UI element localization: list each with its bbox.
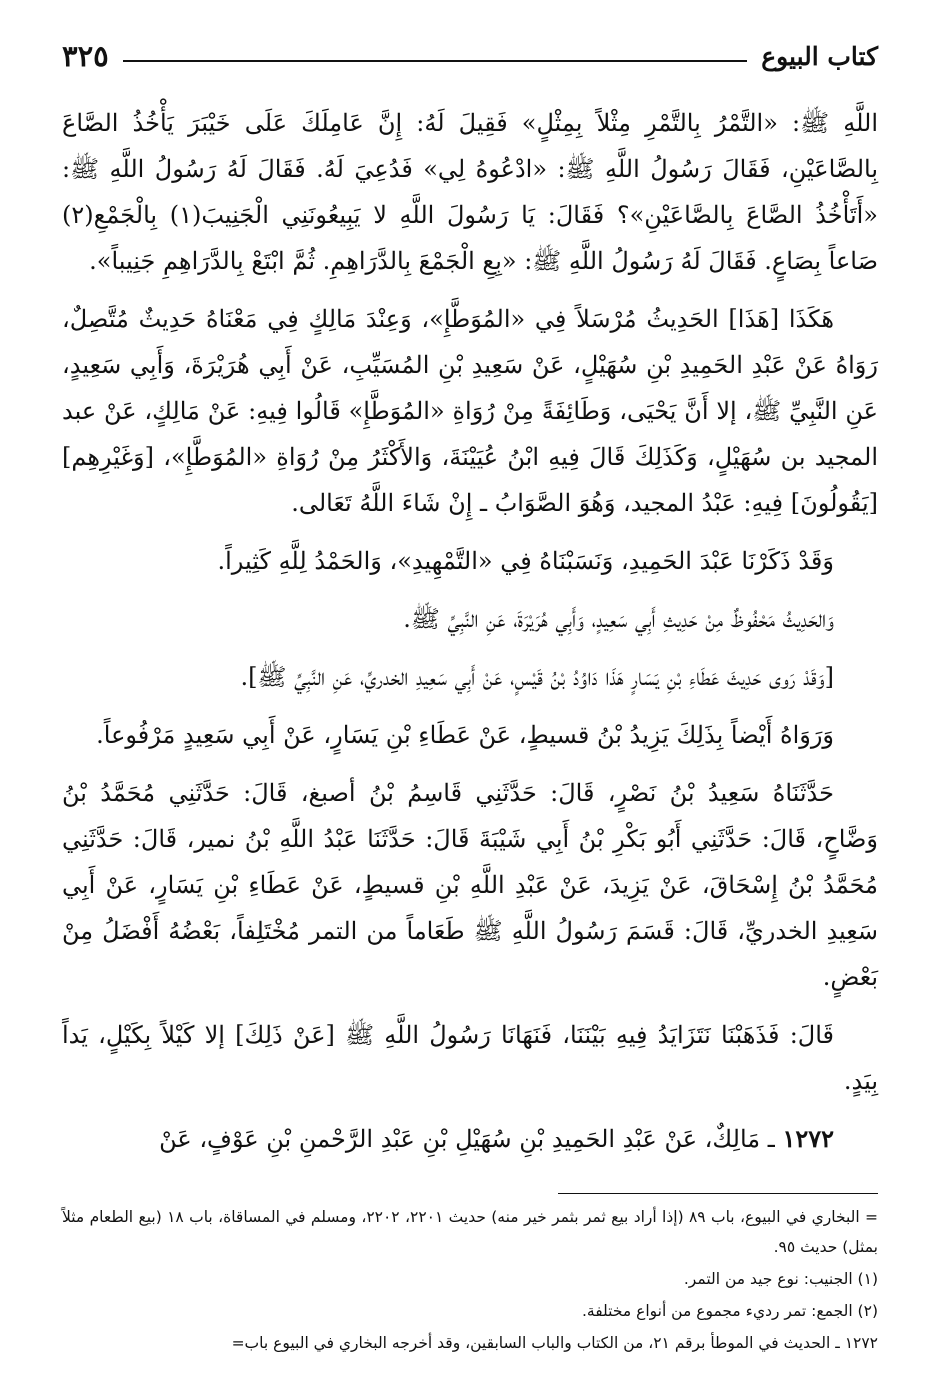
footnote: ١٢٧٢ ـ الحديث في الموطأ برقم ٢١، من الكتاب والباب السابقين، وقد أخرجه البخاري في البيوع باب= [231,1334,878,1352]
hadith-entry [62,1116,878,1162]
footnote: = البخاري في البيوع، باب ٨٩ (إذا أراد بيع ثمر بثمر خير منه) حديث ٢٢٠١، ٢٢٠٢، ومسلم في المساقاة، باب ١٨ (بيع الطعام مثلاً بمثل) حديث ٩٥. [62,1208,878,1256]
paragraph: وَرَوَاهُ أَيْضاً بِذَلِكَ يَزِيدُ بْنُ قسيطٍ، عَنْ عَطَاءِ بْنِ يَسَارٍ، عَنْ أَبِي سَعِيدٍ مَرْفُوعاً. [96,721,834,749]
hadith-number: ١٢٧٢ [782,1124,834,1153]
footnote: (٢) الجمع: تمر رديء مجموع من أنواع مختلفة. [581,1302,878,1320]
footnotes [62,1202,878,1360]
paragraph: حَدَّثَنَاهُ سَعِيدُ بْنُ نَصْرٍ، قَالَ: حَدَّثَنِي قَاسِمُ بْنُ أصبغ، قَالَ: حَدَّثَنِي مُحَمَّدُ بْنُ وَضَّاحٍ، قَالَ: حَدَّثَنِي أَبُو بَكْرِ بْنُ أَبِي شَيْبَةَ قَالَ: حَدَّثَنَا عَبْدُ اللَّهِ بْنُ نمير، قَالَ: حَدَّثَنِي مُحَمَّدُ بْنُ إِسْحَاقَ، عَنْ يَزِيدَ، عَنْ عَبْدِ اللَّهِ بْنِ قسيطٍ، عَنْ عَطَاءِ بْنِ يَسَارٍ، عَنْ أَبِي سَعِيدِ الخدريِّ، قَالَ: قَسَمَ رَسُولُ اللَّهِ ﷺ طَعَاماً من التمر مُخْتَلِفاً، بَعْضُهُ أَفْضَلُ مِنْ بَعْضٍ. [62,779,879,991]
paragraph: وَالحَدِيثُ مَحْفُوظٌ مِنْ حَدِيثِ أَبِي سَعِيدٍ، وَأَبِي هُرَيْرَةَ، عَنِ النَّبِيِّ ﷺ. [403,605,834,633]
page-number: ٣٢٥ [62,39,109,73]
main-text [62,100,878,1162]
paragraph: وَقَدْ ذَكَرْنَا عَبْدَ الحَمِيدِ، وَنَسَبْنَاهُ فِي «التَّمْهِيدِ»، وَالحَمْدُ لِلَّهِ كَثِيراً. [217,547,834,575]
paragraph: اللَّهِ ﷺ: «التَّمْرُ بِالتَّمْرِ مِثْلاً بِمِثْلٍ» فَقِيلَ لَهُ: إِنَّ عَامِلَكَ عَلَى خَيْبَرَ يَأْخُذُ الصَّاعَ بِالصَّاعَيْنِ، فَقَالَ رَسُولُ اللَّهِ ﷺ: «ادْعُوهُ لِي» فَدُعِيَ لَهُ. فَقَالَ لَهُ رَسُولُ اللَّهِ ﷺ: «أَتَأْخُذُ الصَّاعَ بِالصَّاعَيْنِ»؟ فَقَالَ: يَا رَسُولَ اللَّهِ لا يَبِيعُونَنِي الْجَنِيبَ(١) بِالْجَمْعِ(٢) صَاعاً بِصَاعٍ. فَقَالَ لَهُ رَسُولُ اللَّهِ ﷺ: «بِعِ الْجَمْعَ بِالدَّرَاهِمِ. ثُمَّ ابْتَعْ بِالدَّرَاهِمِ جَنِيباً». [62,109,878,275]
hadith-text: ـ مَالِكٌ، عَنْ عَبْدِ الحَمِيدِ بْنِ سُهَيْلِ بْنِ عَبْدِ الرَّحْمنِ بْنِ عَوْفٍ، عَنْ [159,1125,775,1153]
footnote-separator [558,1193,878,1194]
paragraph: قَالَ: فَذَهَبْنَا نَتَزَايَدُ فِيهِ بَيْنَنَا، فَنَهَانَا رَسُولُ اللَّهِ ﷺ [عَنْ ذَلِكَ] إلا كَيْلاً بِكَيْلٍ، يَداً بِيَدٍ. [62,1021,878,1095]
footnote: (١) الجنيب: نوع جيد من التمر. [683,1270,878,1288]
header-rule [123,60,747,62]
paragraph: [وَقَدْ رَوى حَدِيثَ عَطَاءِ بْنِ يَسَارٍ هَذَا دَاوُدُ بْنُ قَيْسٍ، عَنْ أَبِي سَعِيدِ الخدريِّ، عَنِ النَّبِيِّ ﷺ]. [240,663,834,691]
running-title: كتاب البيوع [761,41,878,71]
page-header [62,34,878,78]
paragraph: هَكَذَا [هَذَا] الحَدِيثُ مُرْسَلاً فِي «المُوَطَّإِ»، وَعِنْدَ مَالِكٍ فِي مَعْنَاهُ حَدِيثٌ مُتَّصِلٌ، رَوَاهُ عَنْ عَبْدِ الحَمِيدِ بْنِ سُهَيْلٍ، عَنْ سَعِيدِ بْنِ المُسَيِّبِ، عَنْ أَبِي هُرَيْرَةَ، وَأَبِي سَعِيدٍ، عَنِ النَّبِيِّ ﷺ، إلا أَنَّ يَحْيَى، وَطَائِفَةً مِنْ رُوَاةِ «المُوَطَّإِ» قَالُوا فِيهِ: عَنْ مَالِكٍ، عَنْ عبد المجيد بن سُهَيْلٍ، وَكَذَلِكَ قَالَ فِيهِ ابْنُ عُيَيْنَةَ، وَالأَكْثَرُ مِنْ رُوَاةِ «المُوَطَّإِ»، [وَغَيْرِهِم] [يَقُولُونَ] فِيهِ: عَبْدُ المجيد، وَهُوَ الصَّوَابُ ـ إِنْ شَاءَ اللَّهُ تَعَالى. [62,305,878,517]
